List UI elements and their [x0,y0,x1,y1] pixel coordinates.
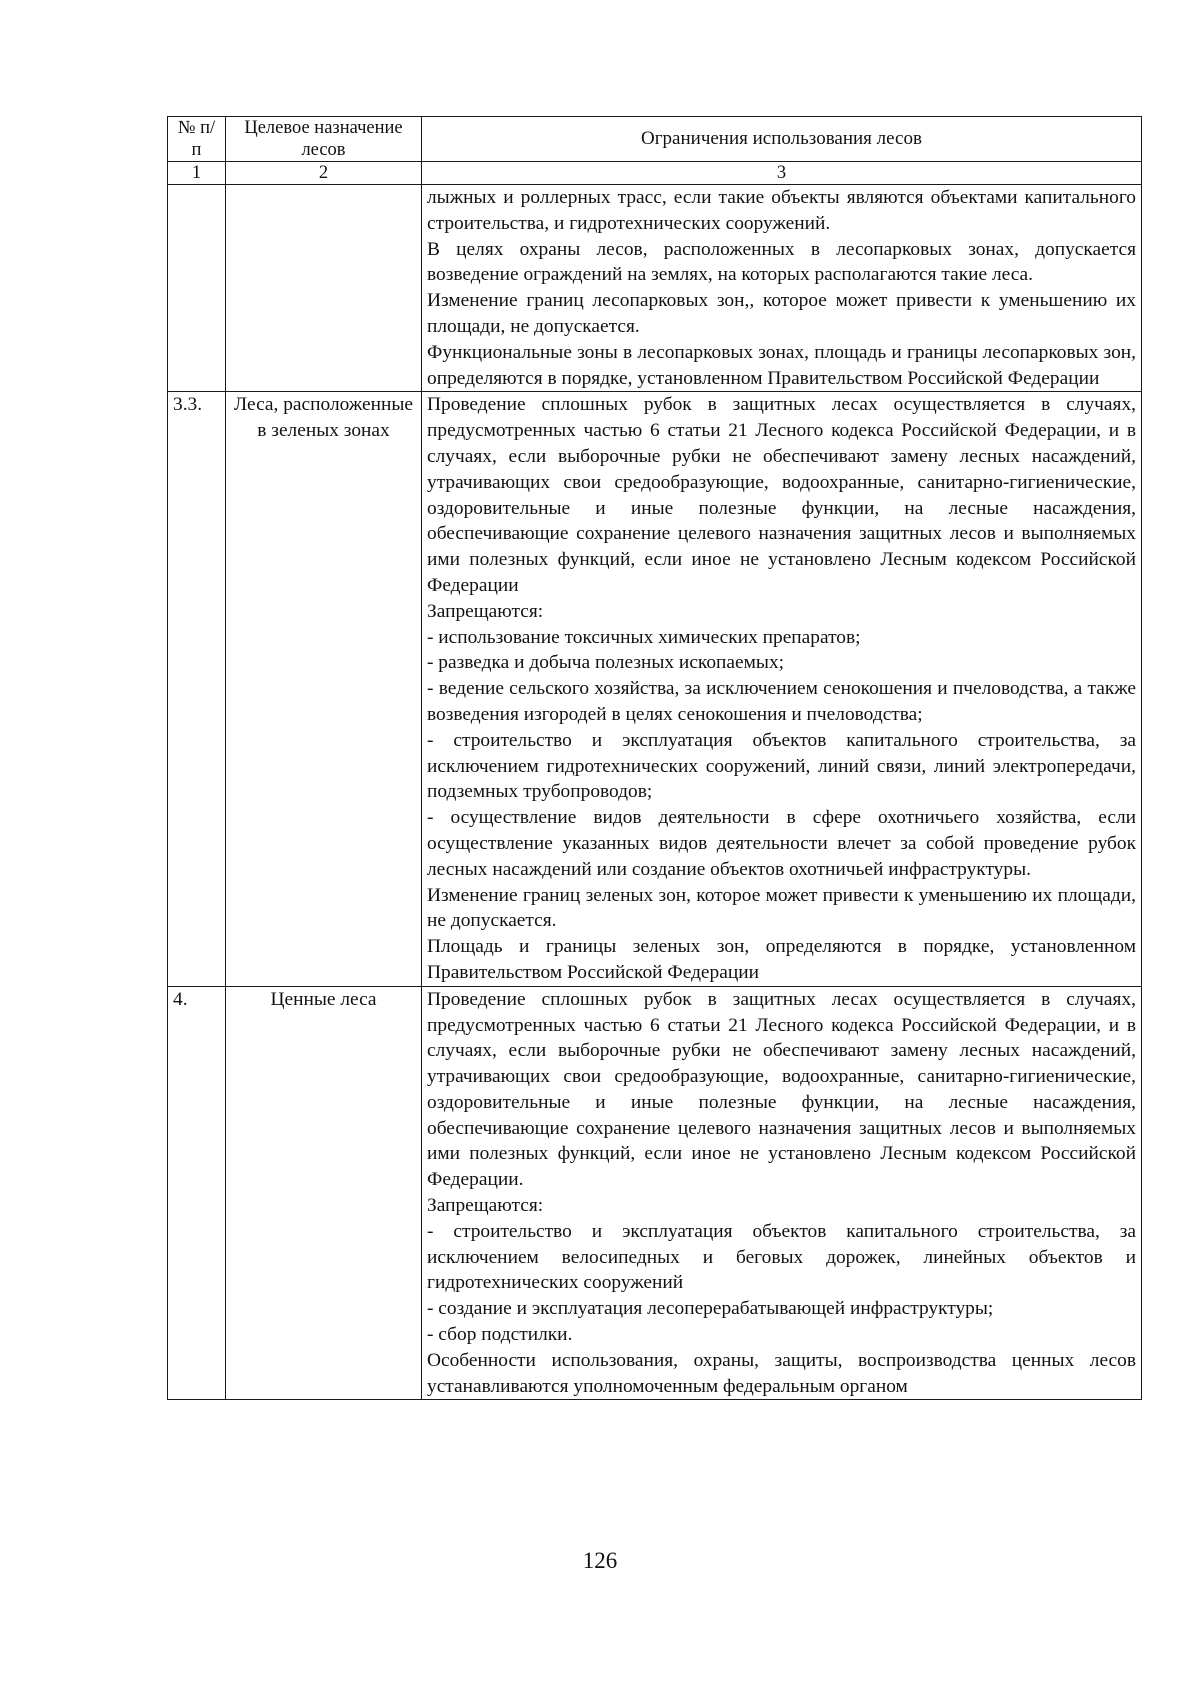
column-number-row [168,162,1142,185]
restrictions-cell [422,392,1142,986]
header-purpose: Целевое назначение лесов [226,117,422,162]
restriction-paragraph: Проведение сплошных рубок в защитных лесах осуществляется в случаях, предусмотренных частью 6 статьи 21 Лесного кодекса Российской Федерации, и в случаях, если выборочные рубки не обеспечивают замену лесных насаждений, утрачивающих свои средообразующие, водоохранные, санитарно-гигиенические, оздоровительные и иные полезные функции, на лесные насаждения, обеспечивающие сохранение целевого назначения защитных лесов и выполняемых ими полезных функций, если иное не установлено Лесным кодексом Российской Федерации. [427,988,1136,1191]
restriction-paragraph: - строительство и эксплуатация объектов капитального строительства, за исключением гидротехнических сооружений, линий связи, линий электропередачи, подземных трубопроводов; [427,729,1136,803]
forest-restrictions-table [167,116,1142,1400]
restriction-paragraph: Особенности использования, охраны, защиты, воспроизводства ценных лесов устанавливаются уполномоченным федеральным органом [427,1349,1136,1397]
column-number-1: 1 [168,162,226,185]
restriction-paragraph: - сбор подстилки. [427,1324,573,1346]
restriction-paragraph: Площадь и границы зеленых зон, определяются в порядке, установленном Правительством Российской Федерации [427,936,1136,983]
table-row [168,986,1142,1400]
restriction-paragraph: Функциональные зоны в лесопарковых зонах, площадь и границы лесопарковых зон, определяются в порядке, установленном Правительством Российской Федерации [427,341,1136,389]
row-number: 4. [168,986,226,1400]
restriction-paragraph: Изменение границ зеленых зон, которое может привести к уменьшению их площади, не допускается. [427,884,1136,932]
restriction-paragraph: Изменение границ лесопарковых зон,, которое может привести к уменьшению их площади, не допускается. [427,290,1136,337]
restriction-paragraph: - строительство и эксплуатация объектов капитального строительства, за исключением велосипедных и беговых дорожек, линейных объектов и гидротехнических сооружений [427,1220,1136,1294]
table-row [168,185,1142,392]
restriction-paragraph: - разведка и добыча полезных ископаемых; [427,652,785,674]
column-number-3: 3 [422,162,1142,185]
restriction-paragraph: - осуществление видов деятельности в сфере охотничьего хозяйства, если осуществление указанных видов деятельности влечет за собой проведение рубок лесных насаждений или создание объектов охотничьей инфраструктуры. [427,807,1136,880]
restriction-paragraph: лыжных и роллерных трасс, если такие объекты являются объектами капитального строительства, и гидротехнических сооружений. [427,187,1136,234]
row-number: 3.3. [168,392,226,986]
header-number: № п/п [168,117,226,162]
table-row [168,392,1142,986]
row-number [168,185,226,392]
column-number-2: 2 [226,162,422,185]
page-number: 126 [582,1548,618,1573]
forest-purpose: Леса, расположенные в зеленых зонах [226,392,422,986]
restrictions-cell [422,185,1142,392]
restriction-paragraph: В целях охраны лесов, расположенных в лесопарковых зонах, допускается возведение ограждений на землях, на которых располагаются такие леса. [427,238,1136,286]
restriction-paragraph: Запрещаются: [427,600,544,622]
restriction-paragraph: - ведение сельского хозяйства, за исключением сенокошения и пчеловодства, а также возведения изгородей в целях сенокошения и пчеловодства; [427,678,1136,725]
forest-purpose: Ценные леса [226,986,422,1400]
header-restrictions: Ограничения использования лесов [422,117,1142,162]
restriction-paragraph: - использование токсичных химических препаратов; [427,626,861,648]
restriction-paragraph: Запрещаются: [427,1195,544,1217]
forest-purpose [226,185,422,392]
restrictions-cell [422,986,1142,1400]
restriction-paragraph: - создание и эксплуатация лесоперерабатывающей инфраструктуры; [427,1298,994,1320]
header-row [168,117,1142,162]
restriction-paragraph: Проведение сплошных рубок в защитных лесах осуществляется в случаях, предусмотренных частью 6 статьи 21 Лесного кодекса Российской Федерации, и в случаях, если выборочные рубки не обеспечивают замену лесных насаждений, утрачивающих свои средообразующие, водоохранные, санитарно-гигиенические, оздоровительные и иные полезные функции, на лесные насаждения, обеспечивающие сохранение целевого назначения защитных лесов и выполняемых ими полезных функций, если иное не установлено Лесным кодексом Российской Федерации [427,394,1136,596]
